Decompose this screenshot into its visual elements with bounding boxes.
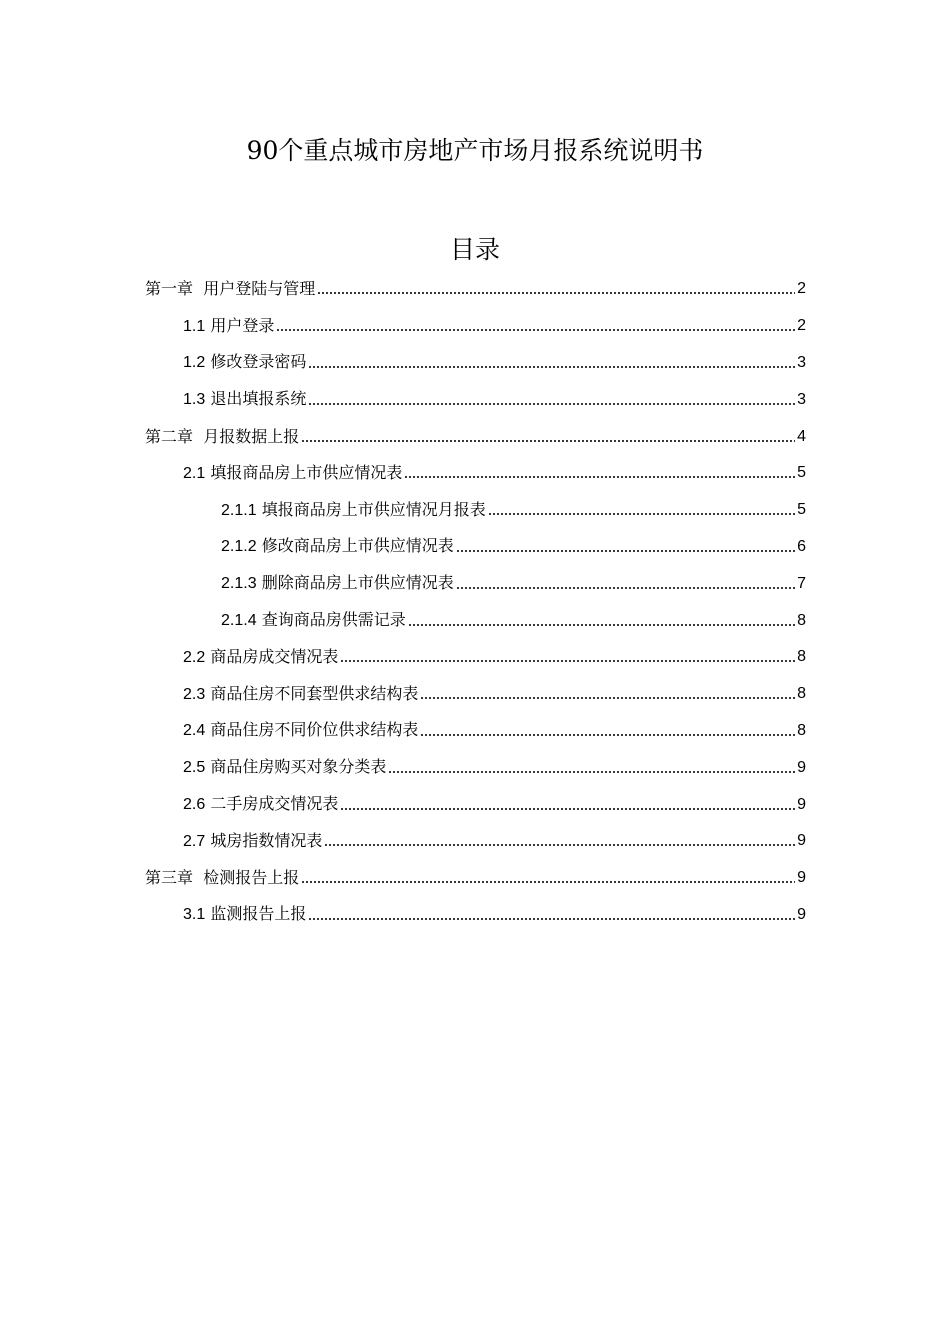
toc-entry-page: 3 [797, 390, 806, 408]
toc-entry-label [183, 316, 274, 337]
toc-entry[interactable] [0, 529, 950, 566]
toc-entry-title: 监测报告上报 [210, 904, 307, 924]
toc-entry-label [145, 868, 299, 888]
toc-entry[interactable] [0, 381, 950, 418]
toc-entry-title: 城房指数情况表 [210, 830, 323, 850]
toc-entry[interactable] [0, 345, 950, 382]
toc-leader-dots [408, 624, 795, 626]
document-title: 90个重点城市房地产市场月报系统说明书 [246, 136, 704, 165]
toc-entry-number: 第三章 [145, 868, 194, 888]
toc-entry-title: 填报商品房上市供应情况表 [210, 462, 403, 482]
toc-leader-dots [301, 440, 795, 442]
toc-entry-label [145, 427, 299, 447]
toc-entry-label [221, 500, 486, 521]
toc-entry-number: 2.5 [183, 759, 206, 777]
toc-entry-number: 2.1.3 [221, 575, 257, 593]
toc-entry-number: 2.7 [183, 832, 206, 850]
toc-entry[interactable] [0, 713, 950, 750]
toc-entry-label [183, 757, 386, 778]
toc-entry-page: 6 [797, 537, 806, 555]
toc-leader-dots [308, 918, 795, 920]
toc-entry-number: 2.1.2 [221, 538, 257, 556]
toc-entry-label [183, 794, 338, 815]
toc-entry[interactable] [0, 823, 950, 860]
toc-leader-dots [308, 366, 795, 368]
toc-leader-dots [420, 697, 795, 699]
toc-leader-dots [388, 771, 795, 773]
toc-entry[interactable] [0, 786, 950, 823]
toc-entry-number: 2.2 [183, 648, 206, 666]
toc-entry[interactable] [0, 418, 950, 455]
toc-entry-page: 9 [797, 905, 806, 923]
toc-entry-number: 1.1 [183, 317, 206, 335]
toc-entry-label [183, 389, 306, 410]
toc-entry-title: 二手房成交情况表 [210, 794, 339, 814]
toc-entry-number: 2.1.1 [221, 501, 257, 519]
toc-leader-dots [308, 403, 795, 405]
toc-entry[interactable] [0, 860, 950, 897]
toc-heading: 目录 [449, 235, 500, 264]
toc-entry-page: 9 [797, 758, 806, 776]
toc-entry-title: 退出填报系统 [210, 389, 307, 409]
toc-leader-dots [420, 734, 795, 736]
toc-entry[interactable] [0, 602, 950, 639]
toc-entry-page: 5 [797, 464, 806, 482]
toc-leader-dots [456, 587, 795, 589]
toc-entry-page: 9 [797, 795, 806, 813]
toc-entry-page: 9 [797, 869, 806, 887]
toc-entry-number: 2.1 [183, 464, 206, 482]
toc-entry[interactable] [0, 565, 950, 602]
toc-entry[interactable] [0, 492, 950, 529]
toc-entry-label [183, 463, 402, 484]
toc-entry-number: 2.4 [183, 722, 206, 740]
toc-entry-page: 7 [797, 574, 806, 592]
toc-leader-dots [404, 476, 795, 478]
toc-entry-title: 修改商品房上市供应情况表 [261, 536, 454, 556]
toc-entry-page: 9 [797, 832, 806, 850]
toc-leader-dots [488, 513, 795, 515]
toc-entry-number: 2.1.4 [221, 612, 257, 630]
toc-entry-page: 8 [797, 611, 806, 629]
toc-leader-dots [340, 660, 795, 662]
toc-entry-label [145, 279, 315, 299]
toc-entry-page: 4 [797, 427, 806, 445]
toc-leader-dots [324, 844, 795, 846]
toc-entry-page: 2 [797, 317, 806, 335]
toc-entry-label [183, 904, 306, 925]
toc-entry-title: 商品住房不同套型供求结构表 [210, 683, 419, 703]
toc-entry-page: 2 [797, 280, 806, 298]
toc-entry[interactable] [0, 676, 950, 713]
toc-leader-dots [276, 329, 795, 331]
toc-leader-dots [456, 550, 795, 552]
toc-entry-label [183, 352, 306, 373]
toc-entry-page: 3 [797, 353, 806, 371]
toc-entry-number: 1.3 [183, 391, 206, 409]
toc-entry-label [183, 684, 418, 705]
toc-entry-label [221, 536, 454, 557]
toc-entry-title: 商品房成交情况表 [210, 646, 339, 666]
toc-entry-title: 用户登陆与管理 [203, 279, 316, 299]
toc-entry-title: 商品住房购买对象分类表 [210, 757, 387, 777]
toc-entry-title: 用户登录 [210, 315, 275, 335]
toc-entry-label [183, 831, 322, 852]
toc-entry-page: 8 [797, 685, 806, 703]
toc-entry-page: 8 [797, 648, 806, 666]
toc-entry[interactable] [0, 897, 950, 934]
toc-entry-number: 2.3 [183, 685, 206, 703]
toc-entry-title: 查询商品房供需记录 [261, 610, 406, 630]
toc-entry-title: 删除商品房上市供应情况表 [261, 573, 454, 593]
toc-entry[interactable] [0, 749, 950, 786]
toc-leader-dots [317, 292, 795, 294]
toc-entry-title: 检测报告上报 [203, 868, 300, 888]
toc-entry-label [221, 573, 454, 594]
toc-entry[interactable] [0, 639, 950, 676]
toc-entry-title: 月报数据上报 [203, 426, 300, 446]
toc-entry-label [183, 647, 338, 668]
toc-entry-number: 第一章 [145, 279, 194, 299]
toc-entry-page: 8 [797, 721, 806, 739]
toc-entry-number: 3.1 [183, 906, 206, 924]
toc-entry-title: 商品住房不同价位供求结构表 [210, 720, 419, 740]
toc-entry-page: 5 [797, 501, 806, 519]
toc-entry[interactable] [0, 455, 950, 492]
toc-entry[interactable] [0, 308, 950, 345]
table-of-contents [0, 271, 950, 933]
toc-entry-number: 2.6 [183, 796, 206, 814]
toc-leader-dots [340, 808, 795, 810]
toc-entry-title: 修改登录密码 [210, 352, 307, 372]
toc-leader-dots [301, 881, 795, 883]
toc-entry[interactable] [0, 271, 950, 308]
toc-entry-label [183, 720, 418, 741]
toc-entry-number: 第二章 [145, 426, 194, 446]
toc-entry-title: 填报商品房上市供应情况月报表 [261, 499, 486, 519]
toc-entry-label [221, 610, 406, 631]
toc-entry-number: 1.2 [183, 354, 206, 372]
